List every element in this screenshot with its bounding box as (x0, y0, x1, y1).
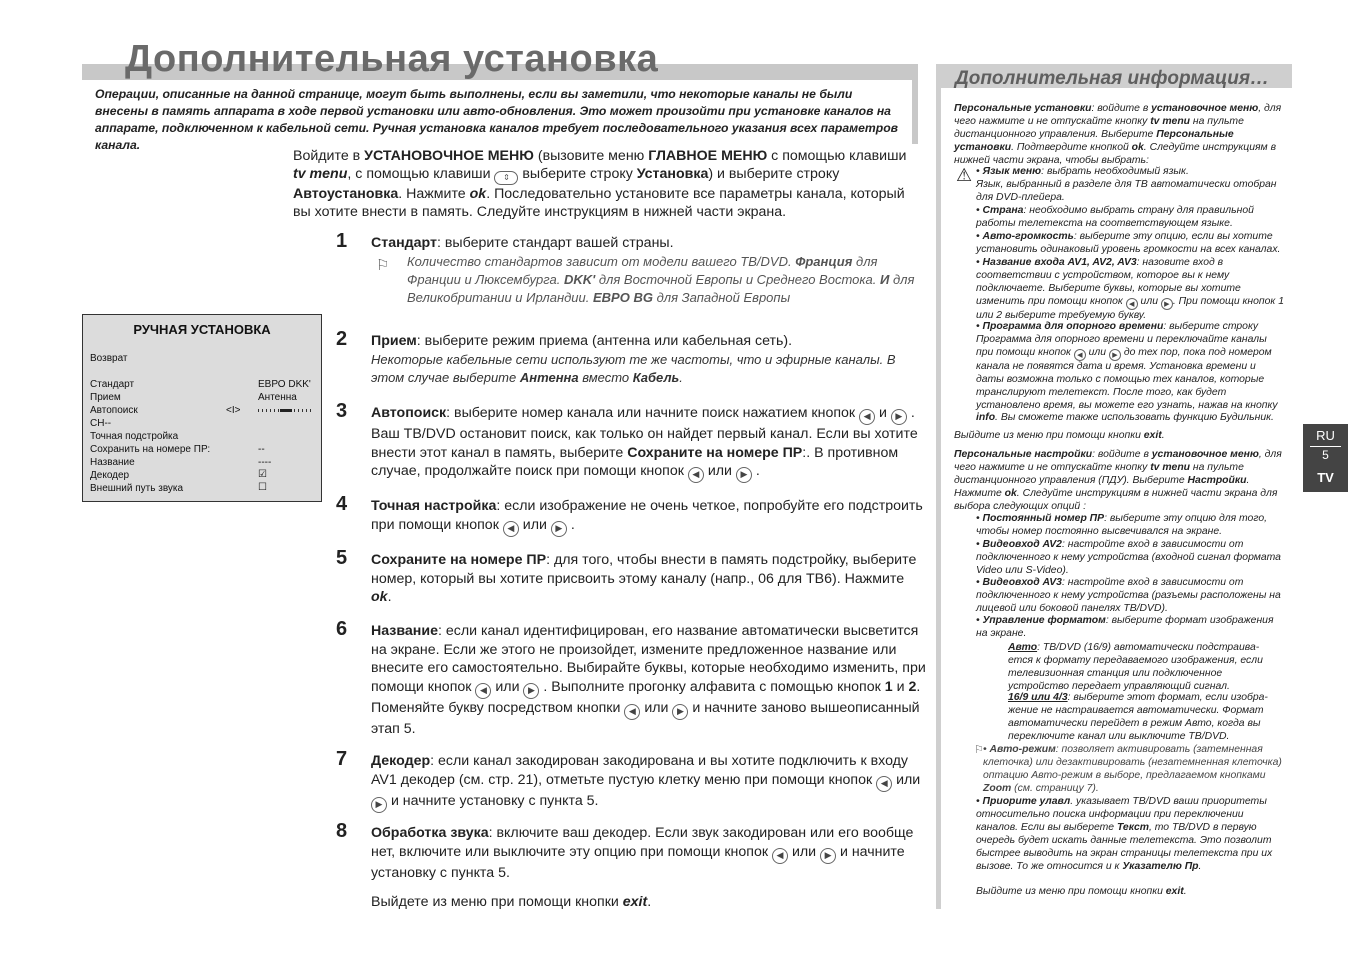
sb-bold: tv menu (1150, 115, 1191, 127)
sb-bold: Видеовход AV2 (982, 539, 1062, 550)
sb-text: Выйдите из меню при помощи кнопки (976, 886, 1166, 897)
sb-text: Язык, выбранный в разделе для ТВ автоматически отобран для DVD-плейера. (976, 178, 1277, 203)
sb-bold: Программа для опорного времени (982, 321, 1164, 332)
left-arrow-icon: ◀ (1074, 349, 1086, 361)
sidebar-title: Дополнительная информация… (955, 68, 1270, 89)
sb-text: : назовите вход в соответствии с устройством, которое вы к нему подключаете. Выберите буквы, которые вы хотите изменить при помощи кнопок (976, 257, 1241, 307)
title-bar-edge (912, 64, 918, 144)
lead-text: Войдите в (293, 148, 365, 164)
sb-bold: Страна (982, 205, 1024, 216)
sb-bold: exit (1143, 430, 1162, 441)
sidebar-video-av3: • Видеовход AV3: настройте вход в зависимости от подключенного к нему устройства (разъемы расположены на лицевой или боковой панелях TB/DVD). (976, 577, 1281, 614)
step-number: 4 (336, 493, 348, 515)
menu-back: Возврат (90, 353, 128, 364)
menu-name-setup: УСТАНОВОЧНОЕ МЕНЮ (364, 148, 534, 164)
step-text: : выберите стандарт вашей страны. (436, 235, 674, 251)
note-bold: Кабель (632, 369, 680, 385)
exit-instruction (336, 893, 926, 912)
step-number: 8 (336, 820, 348, 842)
right-arrow-icon: ▶ (371, 797, 387, 813)
note-bold: И (879, 271, 890, 287)
sb-bold: Персональные настройки (954, 449, 1093, 460)
step-title: Декодер (371, 753, 431, 769)
sidebar-language: • Язык меню: выбрать необходимый язык. Язык, выбранный в разделе для ТВ автоматически отобран для DVD-плейера. (976, 166, 1277, 203)
sb-underline: Авто (1008, 642, 1038, 653)
menu-row-label: Сохранить на номере ПР: (90, 444, 211, 455)
sidebar-personal-settings (954, 103, 1284, 168)
step-text: . Поменяйте букву посредством кнопки (371, 678, 921, 716)
sb-text: . (1161, 430, 1165, 441)
step-title: Сохраните на номере ПР (371, 552, 547, 568)
key-tv-menu: tv menu (293, 166, 348, 182)
sb-bold: Zoom (983, 782, 1012, 794)
sb-text: , для чего нажмите и не отпускайте кнопку (954, 103, 1282, 127)
checkbox-checked-icon: ☑ (258, 469, 267, 480)
step-4 (336, 493, 926, 537)
left-arrow-icon: ◀ (503, 521, 519, 537)
sb-text: , для чего нажмите и не отпускайте кнопку (954, 449, 1282, 473)
step-text: или (518, 516, 551, 533)
search-progress-scale (258, 409, 312, 412)
menu-row-value: ---- (258, 457, 272, 468)
sb-text: : необходимо выбрать страну для правильной работы телетекста на соответствующем языке. (976, 205, 1254, 229)
step-title: Прием (371, 333, 417, 349)
note-bold: DKK' (563, 271, 596, 287)
sb-bold: ok (1131, 141, 1144, 153)
right-arrow-icon: ▶ (523, 683, 539, 699)
step-7 (336, 748, 926, 813)
warning-icon: ⚠ (956, 165, 973, 186)
sidebar-personal-tuning (954, 449, 1284, 514)
step-text: . Выполните прогонку алфавита с помощью кнопок (539, 678, 885, 695)
search-progress-fill (280, 409, 292, 412)
lead-text: . Нажмите (398, 186, 470, 202)
sb-bold: Авто-громкость (982, 231, 1074, 242)
page-number: 5 (1322, 448, 1329, 462)
step-title: Автопоиск (371, 405, 447, 421)
sb-bold: установочное меню (1151, 103, 1259, 114)
sb-text: , то TB/DVD в первую очередь будет искать данные телетекста. Это позволит быстрее выводить на экран страницы телетекста при их вызове. То же относится и к (976, 821, 1273, 872)
step-note (371, 351, 926, 387)
sb-text: : выберите эту опцию для того, чтобы номер постоянно высвечивался на экране. (976, 513, 1268, 537)
step-text: или (640, 699, 673, 716)
step-text: и начните заново вышеописанный этап 5. (371, 699, 920, 737)
exit-text: Выйдете из меню при помощи кнопки (371, 894, 623, 910)
menu-row-value: <I> (226, 405, 241, 416)
menu-title: РУЧНАЯ УСТАНОВКА (133, 322, 271, 337)
note-bold: Антенна (519, 369, 579, 385)
step-text: или (892, 771, 921, 788)
step-number: 3 (336, 400, 348, 422)
sb-text: : выберите формат изображения на экране. (976, 615, 1274, 639)
sb-text: : войдите в (1091, 103, 1152, 114)
sb-text: : войдите в (1092, 449, 1152, 460)
note-text: Некоторые кабельные сети используют те же частоты, что и эфирные каналы. В этом случае выберите (371, 351, 896, 385)
left-arrow-icon: ◀ (772, 848, 788, 864)
left-arrow-icon: ◀ (876, 776, 892, 792)
right-arrow-icon: ▶ (672, 704, 688, 720)
step-text: : для того, чтобы внести в память подстройку, выберите номер, который вы хотите присвоить этому каналу (напр., 06 для ТВ6). Нажмите (371, 552, 917, 587)
sidebar-rule (936, 64, 941, 909)
step-text: : если канал идентифицирован, его название автоматически высветится на экране. Если же этого не произойдет, измените предложенное название или внесите его самостоятельно. Выбирайте буквы, которые необходимо изменить, при помощи кнопок (371, 623, 926, 695)
sb-text: . При помощи кнопок 1 или 2 выберите требуемую букву. (976, 295, 1285, 321)
lead-paragraph (293, 147, 921, 221)
sb-text: : TB/DVD (16/9) автоматически подстраива-ется к формату передаваемого изображения, если телевизионная станция или подключенное устройство передает управляющий сигнал. (1008, 642, 1263, 692)
sb-text: Выйдите из меню при помощи кнопки (954, 430, 1144, 441)
note-text: для Великобритании и Ирландии. (407, 271, 915, 305)
step-title: Название (371, 623, 438, 639)
menu-row-label: Декодер (90, 470, 130, 481)
checkbox-empty-icon: ☐ (258, 482, 267, 493)
sb-bold: Постоянный номер ПР (982, 513, 1105, 524)
tab-divider (1310, 446, 1341, 447)
sidebar-auto-volume: • Авто-громкость: выберите эту опцию, если вы хотите установить одинаковый уровень громкости на всех каналах. (976, 231, 1281, 255)
step-text: : выберите номер канала или начните поиск нажатием кнопок (446, 405, 860, 421)
sb-bold: установочное меню (1151, 449, 1259, 460)
step-number: 7 (336, 748, 348, 770)
menu-row-label: Название (90, 457, 135, 468)
step-text: и начните установку с пункта 5. (387, 792, 599, 809)
step-bold: Сохраните на номере ПР (627, 444, 803, 461)
updown-pad-icon: ⇕ (494, 171, 518, 185)
step-title: Обработка звука (371, 825, 489, 841)
sb-text: или (1085, 346, 1109, 358)
step-number: 2 (336, 328, 348, 350)
sb-bold: Видеовход AV3 (982, 577, 1062, 588)
left-arrow-icon: ◀ (1126, 298, 1138, 310)
menu-row-label: Внешний путь звука (90, 483, 184, 494)
step-5 (336, 547, 926, 607)
left-arrow-icon: ◀ (475, 683, 491, 699)
sb-bold: Указателю Пр (1122, 860, 1199, 872)
sidebar-auto-mode: • Авто-режим: позволяет активировать (затемненная клеточка) или дезактивировать (незатемненная клеточка) оптацию Авто-режим в выборе, предлагаемом кнопками Zoom (см. страницу 7). (983, 744, 1282, 794)
sb-text: . Вы сможете также использовать функцию Будильник. (995, 412, 1274, 424)
sb-text: : позволяет активировать (затемненная клеточка) или дезактивировать (незатемненная клеточка) оптацию Авто-режим в выборе, предлагаемом кнопками (983, 744, 1282, 781)
sb-text: . (1183, 886, 1187, 897)
sb-text: . Нажмите (954, 474, 1250, 499)
step-title: Стандарт (371, 235, 437, 251)
sb-text: или (1137, 295, 1161, 307)
note-icon: ⚐ (376, 256, 390, 274)
step-text: и (875, 405, 891, 421)
sidebar-exit-1 (954, 430, 1284, 443)
menu-row-label: CH-- (90, 418, 112, 429)
sb-text: : выберите строку Программа для опорного времени и переключайте каналы при помощи кнопок (976, 321, 1267, 358)
step-text: . (387, 589, 392, 605)
step-title: Точная настройка (371, 498, 497, 514)
step-1 (336, 230, 926, 307)
sb-bold: Приорите улавл (982, 796, 1071, 807)
right-arrow-icon: ▶ (1109, 349, 1121, 361)
step-text: или (703, 463, 736, 479)
lead-text: , с помощью клавиши (347, 166, 495, 182)
lead-text: ) и выберите строку (708, 166, 840, 182)
sb-bold: tv menu (1150, 461, 1191, 473)
lead-text: (вызовите меню (533, 148, 649, 164)
sb-text: (см. страницу 7). (1011, 782, 1099, 794)
step-text: : если канал закодирован закодирована и вы хотите подключить к входу AV1 декодер (см. стр. 21), отметьте пустую клетку меню при помощи кнопок (371, 753, 909, 788)
sidebar-av-names: • Название входа AV1, AV2, AV3: назовите вход в соответствии с устройством, которое вы к нему подключаете. Выберите буквы, которые вы хотите изменить при помощи кнопок ◀ или ▶ . При помощи кнопок 1 или 2 выберите требуемую букву. (976, 257, 1285, 321)
sb-text: : выберите этот формат, если изобра-жение не настраивается автоматически. Формат автоматически перейдет в режим Авто, когда вы переключите канал или выключите TB/DVD. (1008, 692, 1268, 742)
step-text: : если изображение не очень четкое, попробуйте его подстроить при помощи кнопок (371, 498, 923, 533)
sb-text: на пульте дистанционного управления (ПДУ). Выберите (954, 461, 1244, 486)
menu-row-label: Стандарт (90, 379, 135, 390)
step-note (407, 253, 926, 307)
sb-bold: Язык меню (982, 166, 1042, 177)
note-bold: ЕВРО BG (592, 289, 653, 305)
right-arrow-icon: ▶ (820, 848, 836, 864)
right-arrow-icon: ▶ (891, 409, 907, 425)
lead-text: с помощью клавиши (767, 148, 907, 164)
sb-text: . Следуйте инструкциям в нижней части экрана, чтобы выбрать: (954, 141, 1276, 166)
step-3 (336, 400, 926, 483)
sb-text: : выбрать необходимый язык. (1041, 166, 1189, 177)
step-text: . Ваш TB/DVD остановит поиск, как только он найдет первый канал. Если вы хотите внести этот канал в память, выберите (371, 405, 918, 461)
menu-name-main: ГЛАВНОЕ МЕНЮ (648, 148, 768, 164)
step-text: :. В противном случае, продолжайте поиск при помощи кнопок (371, 444, 899, 479)
sb-text: : выберите эту опцию, если вы хотите установить одинаковый уровень громкости на всех каналах. (976, 231, 1281, 255)
step-text: : выберите режим приема (антенна или кабельная сеть). (416, 333, 793, 349)
note-icon: ⚐ (974, 743, 984, 756)
manual-setup-menu-screen (82, 314, 322, 502)
sb-bold: exit (1165, 886, 1184, 897)
step-8 (336, 820, 926, 882)
key-ok: ok (371, 589, 388, 605)
left-arrow-icon: ◀ (688, 467, 704, 483)
key-exit: exit (622, 894, 648, 910)
step-text: или (491, 678, 524, 695)
sidebar-video-av2: • Видеовход AV2: настройте вход в зависимости от подключенного к нему устройства (входной сигнал формата Video или S-Video). (976, 539, 1281, 576)
exit-text: . (647, 894, 652, 910)
page-title: Дополнительная установка (125, 38, 659, 80)
step-text: . (751, 463, 760, 479)
sb-bold: Персональные установки (954, 103, 1092, 114)
note-text: Количество стандартов зависит от модели вашего TB/DVD. (407, 253, 796, 269)
key-ok: ok (469, 186, 487, 202)
note-text: вместо (578, 369, 633, 385)
sb-bold: Текст (1116, 821, 1149, 833)
note-text: для Восточной Европы и Среднего Востока. (595, 271, 880, 287)
sidebar-country: • Страна: необходимо выбрать страну для правильной работы телетекста на соответствующем языке. (976, 205, 1254, 229)
step-2 (336, 328, 926, 387)
lead-text: . Последовательно установите все параметры канала, который вы хотите внести в память. Следуйте инструкциям в нижней части экрана. (293, 186, 905, 220)
sb-bold: info (976, 412, 996, 424)
step-number: 1 (336, 230, 348, 252)
step-text: или (788, 843, 821, 860)
sb-text: . Подтвердите кнопкой (1011, 141, 1132, 153)
sb-underline: 16/9 или 4/3 (1008, 692, 1068, 703)
menu-row-label: Автопоиск (90, 405, 138, 416)
item-autosetup: Автоустановка (293, 186, 399, 202)
menu-row-label: Точная подстройка (90, 431, 179, 442)
key-2: 2 (908, 678, 917, 695)
right-arrow-icon: ▶ (736, 467, 752, 483)
left-arrow-icon: ◀ (859, 409, 875, 425)
note-text: . (679, 369, 683, 385)
step-number: 5 (336, 547, 348, 569)
sb-text: : настройте вход в зависимости от подключенного к нему устройства (входной сигнал формата Video или S-Video). (976, 539, 1281, 576)
item-setup: Установка (636, 166, 709, 182)
menu-row-label: Прием (90, 392, 121, 403)
sb-text: . (1198, 860, 1202, 872)
lead-text: выберите строку (518, 166, 637, 182)
sidebar-permanent-number: • Постоянный номер ПР: выберите эту опцию для того, чтобы номер постоянно высвечивался на экране. (976, 513, 1268, 537)
note-text: для Франции и Люксембурга. (407, 253, 878, 287)
sidebar-priority: • Приорите улавл. указывает TB/DVD ваши приоритеты относительно поиска информации при переключении каналов. Если вы выберете Текст, то TB/DVD в первую очередь будет искать данные телетекста. Это позволит быстрее выводить на экран страницы телетекста при их вызове. То же относится и к Указателю Пр. (976, 796, 1273, 872)
sb-text: . указывает TB/DVD ваши приоритеты относительно поиска информации при переключении каналов. Если вы выберете (976, 796, 1267, 833)
sb-bold: Авто-режим (989, 744, 1056, 755)
sidebar-format-auto (1008, 642, 1284, 694)
step-text: и начните установку с пункта 5. (371, 843, 905, 881)
step-text: : включите ваш декодер. Если звук закодирован или его вообще нет, включите или выключите эту опцию при помощи кнопок (371, 825, 914, 860)
note-text: для Западной Европы (652, 289, 791, 305)
sb-text: на пульте дистанционного управления. Выберите (954, 115, 1244, 140)
sb-text: . Следуйте инструкциям в нижней части экрана для выбора следующих опций : (954, 487, 1278, 512)
sidebar-exit-2 (976, 886, 1282, 899)
sb-bold: Управление форматом (982, 615, 1106, 626)
sb-bold: Настройки (1187, 474, 1247, 486)
sidebar-time-program: • Программа для опорного времени: выберите строку Программа для опорного времени и переключайте каналы при помощи кнопок ◀ или ▶ до тех пор, пока под номером канала не появятся дата и время. Установка времени и даты возможна только с помощью тех каналов, которые транслируют телетекст. После того, как будет установлено время, вы можете его узнать, нажав на кнопку info. Вы сможете также использовать функцию Будильник. (976, 321, 1278, 424)
sb-bold: ok (1004, 487, 1017, 499)
key-1: 1 (884, 678, 893, 695)
sb-text: до тех пор, пока под номером канала не появятся дата и время. Установка времени и даты возможна только с помощью тех каналов, которые транслируют телетекст. После того, как будет установлено время, вы можете его узнать, нажав на кнопку (976, 346, 1278, 411)
step-text: . (566, 516, 575, 533)
menu-row-value: -- (258, 444, 265, 455)
menu-row-value: Антенна (258, 392, 297, 403)
right-arrow-icon: ▶ (551, 521, 567, 537)
section-label: TV (1317, 470, 1334, 485)
step-text: и (892, 678, 909, 695)
intro-paragraph: Операции, описанные на данной странице, могут быть выполнены, если вы заметили, что некоторые каналы не были внесены в память аппарата в ходе первой установки или авто-обновления. Это может произойти при установке каналов на аппарате, подключенном к кабельной сети. Ручная установка каналов требует последовательного указания всех параметров канала. (95, 87, 899, 152)
sidebar-format-control: • Управление форматом: выберите формат изображения на экране. (976, 615, 1274, 639)
language-code: RU (1316, 428, 1335, 443)
note-bold: Франция (795, 253, 853, 269)
sb-bold: Название входа AV1, AV2, AV3 (982, 257, 1137, 268)
sb-bold: Персональные установки (954, 128, 1234, 153)
sidebar-format-169 (1008, 692, 1284, 744)
right-arrow-icon: ▶ (1161, 298, 1173, 310)
step-6 (336, 618, 926, 738)
menu-row-value: ЕВРО DKK' (258, 379, 311, 390)
step-number: 6 (336, 618, 348, 640)
left-arrow-icon: ◀ (624, 704, 640, 720)
sb-text: : настройте вход в зависимости от подключенного к нему устройства (разъемы расположены на лицевой или боковой панелях TB/DVD). (976, 577, 1281, 614)
